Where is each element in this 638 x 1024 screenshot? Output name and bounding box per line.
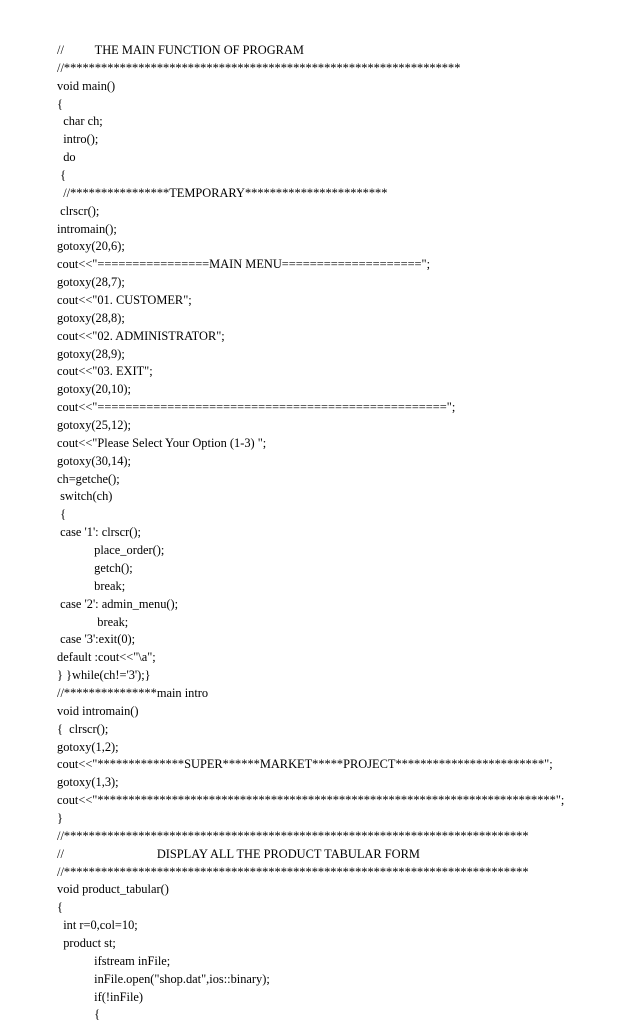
code-line: default :cout<<"\a"; (57, 650, 156, 665)
code-line: gotoxy(25,12); (57, 418, 131, 433)
code-line: { (57, 96, 63, 111)
code-line: gotoxy(1,3); (57, 775, 119, 790)
code-line: place_order(); (57, 543, 165, 558)
code-line: inFile.open("shop.dat",ios::binary); (57, 971, 270, 986)
code-line: cout<<"**************************************************************************"; (57, 793, 565, 808)
code-line: if(!inFile) (57, 989, 144, 1004)
code-line: { (57, 168, 67, 183)
code-line: ch=getche(); (57, 471, 120, 486)
code-line: gotoxy(20,6); (57, 239, 125, 254)
code-line: gotoxy(28,8); (57, 310, 125, 325)
code-line: void product_tabular() (57, 882, 169, 897)
code-line: } (57, 810, 63, 825)
code-line: //***************main intro (57, 685, 209, 700)
code-line: //**************************************************************** (57, 60, 461, 75)
code-line: getch(); (57, 560, 133, 575)
code-line: cout<<"**************SUPER******MARKET*****PROJECT************************"; (57, 757, 553, 772)
code-line: cout<<"03. EXIT"; (57, 364, 153, 379)
code-line: intro(); (57, 132, 99, 147)
code-listing (57, 42, 617, 1024)
code-line: product st; (57, 935, 116, 950)
code-line: switch(ch) (57, 489, 113, 504)
code-line: intromain(); (57, 221, 117, 236)
code-line: gotoxy(28,7); (57, 275, 125, 290)
code-line: gotoxy(1,2); (57, 739, 119, 754)
code-line: //****************TEMPORARY*********************** (57, 185, 388, 200)
code-line: case '2': admin_menu(); (57, 596, 179, 611)
code-line: case '1': clrscr(); (57, 525, 141, 540)
code-line: clrscr(); (57, 203, 100, 218)
code-line: { (57, 1007, 101, 1022)
code-line: char ch; (57, 114, 103, 129)
code-line: //*************************************************************************** (57, 828, 529, 843)
code-line: // THE MAIN FUNCTION OF PROGRAM (57, 43, 304, 57)
code-line: void intromain() (57, 703, 139, 718)
code-line: void main() (57, 78, 116, 93)
code-line: int r=0,col=10; (57, 918, 138, 933)
code-line: do (57, 150, 76, 165)
code-line: case '3':exit(0); (57, 632, 136, 647)
code-line: { (57, 900, 63, 915)
code-line: cout<<"=================================================="; (57, 400, 456, 415)
code-line: gotoxy(20,10); (57, 382, 131, 397)
code-line: { (57, 507, 67, 522)
code-line: gotoxy(30,14); (57, 453, 131, 468)
code-line: //*************************************************************************** (57, 864, 529, 879)
code-line: cout<<"Please Select Your Option (1-3) "; (57, 435, 267, 450)
code-line: ifstream inFile; (57, 953, 171, 968)
code-line: // DISPLAY ALL THE PRODUCT TABULAR FORM (57, 846, 420, 861)
code-line: } }while(ch!='3');} (57, 668, 151, 683)
code-line: cout<<"01. CUSTOMER"; (57, 293, 192, 308)
code-line: cout<<"02. ADMINISTRATOR"; (57, 328, 225, 343)
code-line: break; (57, 614, 129, 629)
code-line: cout<<"================MAIN MENU===================="; (57, 257, 431, 272)
code-line: gotoxy(28,9); (57, 346, 125, 361)
code-line: { clrscr(); (57, 721, 109, 736)
code-line: break; (57, 578, 126, 593)
